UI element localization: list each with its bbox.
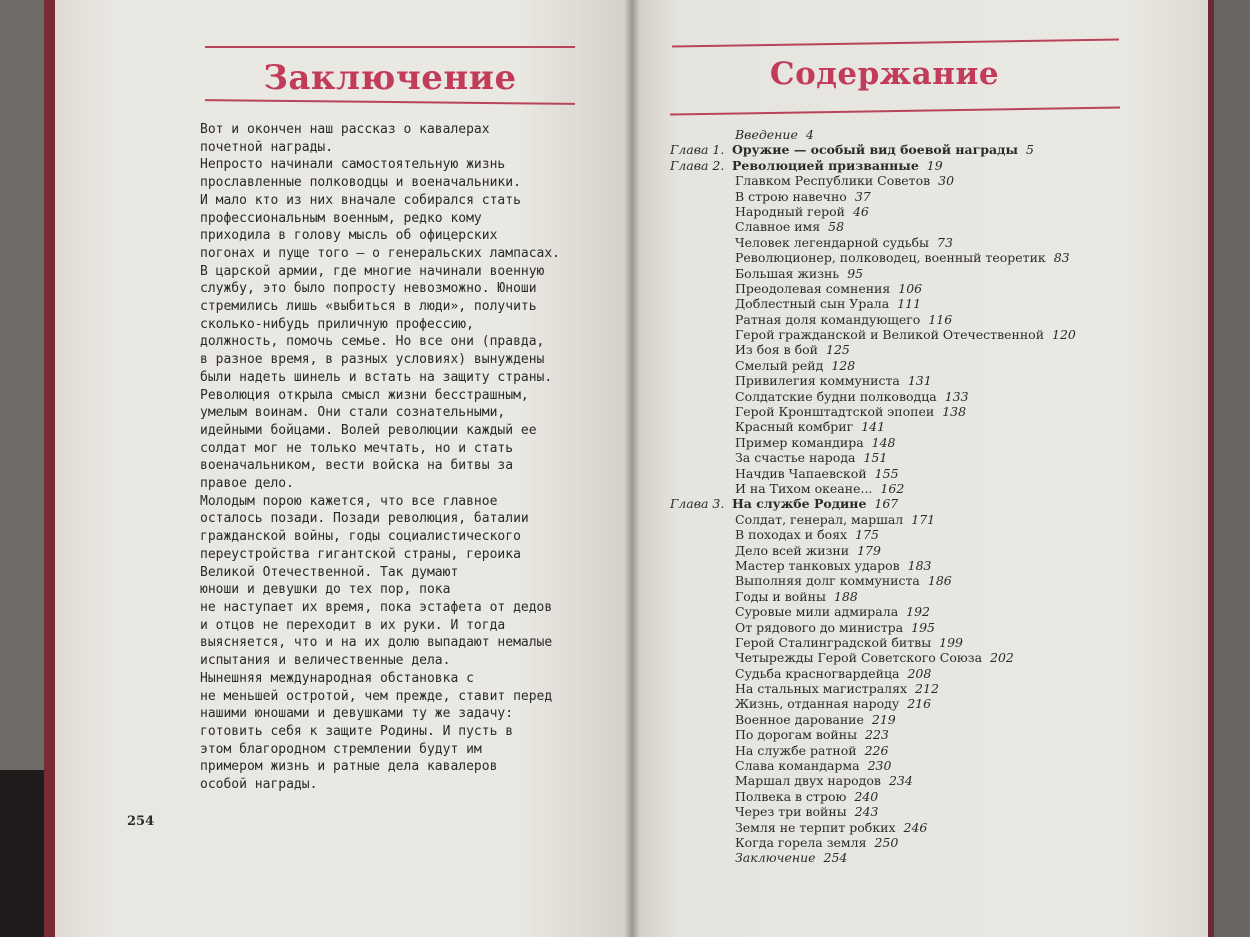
text-line: этом благородном стремлении будут им bbox=[200, 741, 482, 757]
toc-entry-page: 125 bbox=[826, 342, 850, 358]
toc-entry-page: 208 bbox=[907, 665, 932, 681]
toc-entry-title: Человек легендарной судьбы bbox=[735, 234, 930, 250]
text-line: Молодым порою кажется, что все главное bbox=[200, 493, 498, 509]
toc-entry-title: Введение bbox=[735, 127, 798, 142]
toc-entry-title: Большая жизнь bbox=[735, 265, 840, 281]
toc-entry bbox=[670, 235, 1150, 250]
text-line: и отцов не переходит в их руки. И тогда bbox=[200, 617, 506, 633]
toc-entry-page: 240 bbox=[854, 788, 879, 804]
toc-entry bbox=[670, 527, 1150, 542]
toc-entry-title: Слава командарма bbox=[735, 758, 860, 774]
table-of-contents bbox=[670, 127, 1150, 866]
toc-entry-outro bbox=[670, 850, 1150, 865]
toc-entry-title: По дорогам войны bbox=[735, 727, 858, 743]
toc-entry-page: 131 bbox=[907, 373, 932, 389]
toc-entry bbox=[670, 389, 1150, 404]
toc-entry-page: 230 bbox=[867, 758, 892, 774]
toc-entry-title: Судьба красногвардейца bbox=[735, 665, 900, 681]
toc-entry-title: Красный комбриг bbox=[735, 419, 854, 435]
toc-entry-page: 46 bbox=[852, 203, 869, 219]
text-line: нашими юношами и девушками ту же задачу: bbox=[200, 706, 514, 722]
toc-entry-page: 250 bbox=[874, 834, 899, 850]
text-line: Вот и окончен наш рассказ о кавалерах bbox=[200, 122, 490, 137]
toc-entry bbox=[670, 312, 1150, 327]
toc-entry-page: 73 bbox=[937, 234, 953, 250]
toc-entry bbox=[670, 435, 1150, 450]
toc-entry-page: 5 bbox=[1025, 142, 1034, 158]
text-line: профессиональным военным, редко кому bbox=[200, 210, 482, 226]
chapter-title: Революцией призванные bbox=[732, 157, 919, 173]
toc-entry bbox=[670, 589, 1150, 604]
toc-entry-page: 192 bbox=[906, 604, 931, 620]
toc-entry bbox=[670, 650, 1150, 665]
toc-entry bbox=[670, 373, 1150, 388]
toc-entry-page: 179 bbox=[857, 542, 881, 558]
toc-entry bbox=[670, 789, 1150, 804]
toc-entry-page: 183 bbox=[907, 557, 932, 573]
toc-entry bbox=[670, 342, 1150, 357]
toc-entry-title: В походах и боях bbox=[735, 527, 848, 543]
toc-entry bbox=[670, 327, 1150, 342]
toc-entry-title: За счастье народа bbox=[735, 450, 856, 466]
text-line: почетной награды. bbox=[200, 139, 334, 155]
chapter-title: Оружие — особый вид боевой награды bbox=[732, 142, 1018, 158]
text-line: Революция открыла смысл жизни бесстрашным, bbox=[200, 387, 529, 403]
toc-entry-title: Выполняя долг коммуниста bbox=[735, 573, 920, 589]
text-line: особой награды. bbox=[200, 777, 318, 793]
toc-entry-title: Герой Сталинградской битвы bbox=[735, 634, 932, 650]
toc-entry bbox=[670, 543, 1150, 558]
toc-entry-title: Полвека в строю bbox=[735, 788, 847, 804]
toc-entry-title: Через три войны bbox=[735, 804, 847, 820]
toc-entry-title: Годы и войны bbox=[735, 588, 826, 604]
toc-entry-title: Заключение bbox=[735, 850, 816, 866]
toc-entry-title: Ратная доля командующего bbox=[735, 311, 921, 327]
toc-entry bbox=[670, 604, 1150, 619]
toc-entry-page: 30 bbox=[938, 173, 955, 189]
toc-entry-title: На стальных магистралях bbox=[735, 681, 908, 697]
toc-entry-title: Земля не терпит робких bbox=[735, 819, 896, 835]
toc-entry-intro bbox=[670, 127, 1150, 142]
toc-entry-page: 83 bbox=[1053, 250, 1070, 266]
toc-entry-page: 226 bbox=[864, 742, 889, 758]
toc-entry-title: Маршал двух народов bbox=[735, 773, 881, 789]
toc-entry-title: Главком Республики Советов bbox=[735, 173, 931, 189]
text-line: испытания и величественные дела. bbox=[200, 653, 451, 669]
toc-entry-page: 162 bbox=[880, 480, 905, 496]
toc-entry-title: И на Тихом океане... bbox=[735, 480, 873, 496]
toc-entry-title: Начдив Чапаевской bbox=[735, 465, 867, 481]
text-line: примером жизнь и ратные дела кавалеров bbox=[200, 759, 498, 775]
chapter-title: На службе Родине bbox=[732, 496, 867, 512]
toc-entry bbox=[670, 620, 1150, 635]
text-line: юноши и девушки до тех пор, пока bbox=[200, 582, 451, 598]
toc-entry bbox=[670, 712, 1150, 727]
toc-entry-title: В строю навечно bbox=[735, 188, 847, 204]
toc-entry-page: 138 bbox=[942, 404, 967, 420]
toc-entry bbox=[670, 189, 1150, 204]
text-line: погонах и пуще того — о генеральских лампасах. bbox=[200, 245, 561, 261]
toc-entry bbox=[670, 281, 1150, 296]
conclusion-body bbox=[200, 121, 600, 794]
text-line: выясняется, что и на их долю выпадают немалые bbox=[200, 635, 553, 651]
toc-entry-title: Привилегия коммуниста bbox=[735, 373, 900, 389]
text-line: Нынешняя международная обстановка с bbox=[200, 670, 474, 686]
toc-entry-page: 171 bbox=[911, 511, 936, 527]
text-line: правое дело. bbox=[200, 476, 294, 492]
text-line: В царской армии, где многие начинали военную bbox=[200, 263, 545, 279]
toc-entry bbox=[670, 404, 1150, 419]
toc-entry-title: Славное имя bbox=[735, 219, 821, 235]
text-line: умелым воинам. Они стали сознательными, bbox=[200, 405, 506, 421]
toc-entry-page: 116 bbox=[928, 311, 953, 327]
toc-entry-title: Солдат, генерал, маршал bbox=[735, 511, 904, 527]
text-line: переустройства гигантской страны, героика bbox=[200, 546, 521, 562]
toc-entry-title: Мастер танковых ударов bbox=[735, 557, 900, 573]
toc-entry bbox=[670, 758, 1150, 773]
chapter-label: Глава 3. bbox=[670, 496, 725, 512]
toc-entry-page: 199 bbox=[939, 634, 964, 650]
toc-entry bbox=[670, 727, 1150, 742]
toc-entry-page: 212 bbox=[915, 681, 939, 697]
toc-entry-page: 141 bbox=[861, 419, 886, 435]
right-page-title: Содержание bbox=[769, 56, 1000, 92]
text-line: готовить себя к защите Родины. И пусть в bbox=[200, 723, 514, 739]
toc-entry bbox=[670, 419, 1150, 434]
toc-entry bbox=[670, 681, 1150, 696]
toc-entry-page: 95 bbox=[847, 265, 864, 281]
toc-entry-page: 195 bbox=[911, 619, 935, 635]
text-line: осталось позади. Позади революция, баталии bbox=[200, 511, 529, 527]
toc-entry-page: 167 bbox=[874, 496, 899, 512]
toc-entry-title: Дело всей жизни bbox=[735, 542, 850, 558]
toc-entry bbox=[670, 204, 1150, 219]
toc-entry bbox=[670, 696, 1150, 711]
toc-entry-page: 19 bbox=[926, 157, 943, 173]
toc-entry bbox=[670, 512, 1150, 527]
background-right bbox=[1212, 0, 1250, 937]
toc-entry-title: Смелый рейд bbox=[735, 357, 824, 373]
text-line: сколько-нибудь приличную профессию, bbox=[200, 316, 474, 332]
toc-entry-page: 223 bbox=[865, 727, 889, 743]
toc-entry-page: 155 bbox=[874, 465, 899, 481]
toc-entry bbox=[670, 450, 1150, 465]
toc-entry-title: На службе ратной bbox=[735, 742, 857, 758]
toc-entry-page: 37 bbox=[854, 188, 871, 204]
toc-entry bbox=[670, 481, 1150, 496]
toc-entry bbox=[670, 743, 1150, 758]
toc-entry-page: 219 bbox=[871, 711, 896, 727]
toc-entry bbox=[670, 635, 1150, 650]
text-line: Непросто начинали самостоятельную жизнь bbox=[200, 157, 506, 173]
toc-entry-title: Герой гражданской и Великой Отечественной bbox=[735, 327, 1045, 343]
text-line: И мало кто из них вначале собирался стать bbox=[200, 192, 521, 208]
text-line: приходила в голову мысль об офицерских bbox=[200, 228, 498, 244]
text-line: стремились лишь «выбиться в люди», получить bbox=[200, 299, 537, 315]
toc-entry-page: 128 bbox=[831, 357, 856, 373]
toc-chapter-3 bbox=[670, 496, 1150, 511]
toc-entry-page: 175 bbox=[855, 527, 879, 543]
toc-entry bbox=[670, 835, 1150, 850]
toc-entry bbox=[670, 666, 1150, 681]
toc-entry-title: Четырежды Герой Советского Союза bbox=[735, 650, 983, 666]
text-line: гражданской войны, годы социалистического bbox=[200, 529, 521, 545]
toc-entry-title: От рядового до министра bbox=[735, 619, 904, 635]
toc-entry bbox=[670, 558, 1150, 573]
text-line: прославленные полководцы и военачальники. bbox=[200, 175, 521, 191]
toc-entry-page: 243 bbox=[854, 804, 879, 820]
toc-entry-title: Суровые мили адмирала bbox=[735, 604, 899, 620]
text-line: военачальником, вести войска на битвы за bbox=[200, 458, 514, 474]
text-line: не меньшей остротой, чем прежде, ставит перед bbox=[200, 688, 553, 704]
toc-entry-page: 246 bbox=[903, 819, 928, 835]
toc-entry-page: 106 bbox=[898, 280, 923, 296]
toc-entry-page: 148 bbox=[871, 434, 896, 450]
toc-entry bbox=[670, 466, 1150, 481]
toc-entry-title: Народный герой bbox=[735, 203, 845, 219]
chapter-label: Глава 2. bbox=[670, 157, 725, 173]
toc-entry-page: 120 bbox=[1052, 327, 1076, 343]
toc-entry-page: 186 bbox=[927, 573, 952, 589]
text-line: в разное время, в разных условиях) вынуждены bbox=[200, 352, 545, 368]
toc-entry bbox=[670, 250, 1150, 265]
toc-entry-page: 216 bbox=[907, 696, 932, 712]
toc-entry bbox=[670, 219, 1150, 234]
toc-entry-title: Жизнь, отданная народу bbox=[735, 696, 900, 712]
toc-entry-page: 151 bbox=[863, 450, 888, 466]
toc-entry-title: Военное дарование bbox=[735, 711, 864, 727]
text-line: были надеть шинель и встать на защиту страны. bbox=[200, 369, 553, 385]
toc-entry bbox=[670, 573, 1150, 588]
toc-chapter-2 bbox=[670, 158, 1150, 173]
text-line: солдат мог не только мечтать, но и стать bbox=[200, 440, 514, 456]
toc-entry-page: 254 bbox=[823, 850, 848, 866]
toc-entry-title: Пример командира bbox=[735, 434, 864, 450]
text-line: не наступает их время, пока эстафета от дедов bbox=[200, 599, 553, 615]
toc-entry-page: 234 bbox=[888, 773, 913, 789]
chapter-label: Глава 1. bbox=[670, 142, 725, 158]
left-page-title: Заключение bbox=[263, 58, 517, 98]
toc-entry-page: 111 bbox=[897, 296, 922, 312]
toc-entry bbox=[670, 773, 1150, 788]
toc-entry-title: Преодолевая сомнения bbox=[735, 280, 891, 296]
page-number-left: 254 bbox=[127, 814, 155, 829]
text-line: идейными бойцами. Волей революции каждый ее bbox=[200, 422, 537, 438]
toc-entry-page: 4 bbox=[805, 127, 814, 142]
toc-entry-title: Когда горела земля bbox=[735, 834, 867, 850]
toc-chapter-1 bbox=[670, 142, 1150, 157]
toc-entry bbox=[670, 266, 1150, 281]
toc-entry-title: Солдатские будни полководца bbox=[735, 388, 937, 404]
left-title-rule-top bbox=[205, 46, 575, 48]
toc-entry-title: Герой Кронштадтской эпопеи bbox=[735, 404, 935, 420]
toc-entry bbox=[670, 358, 1150, 373]
toc-entry-title: Из боя в бой bbox=[735, 342, 818, 358]
book-gutter bbox=[624, 0, 640, 937]
text-line: Великой Отечественной. Так думают bbox=[200, 564, 459, 580]
toc-entry-page: 133 bbox=[944, 388, 969, 404]
toc-entry bbox=[670, 296, 1150, 311]
text-line: службу, это было попросту невозможно. Юноши bbox=[200, 281, 537, 297]
toc-entry bbox=[670, 173, 1150, 188]
toc-entry-page: 202 bbox=[990, 650, 1014, 666]
toc-entry-title: Доблестный сын Урала bbox=[735, 296, 890, 312]
toc-entry-title: Революционер, полководец, военный теоретик bbox=[735, 250, 1046, 266]
toc-entry-page: 58 bbox=[828, 219, 845, 235]
text-line: должность, помочь семье. Но все они (правда, bbox=[200, 334, 545, 350]
toc-entry bbox=[670, 804, 1150, 819]
toc-entry-page: 188 bbox=[833, 588, 858, 604]
toc-entry bbox=[670, 820, 1150, 835]
